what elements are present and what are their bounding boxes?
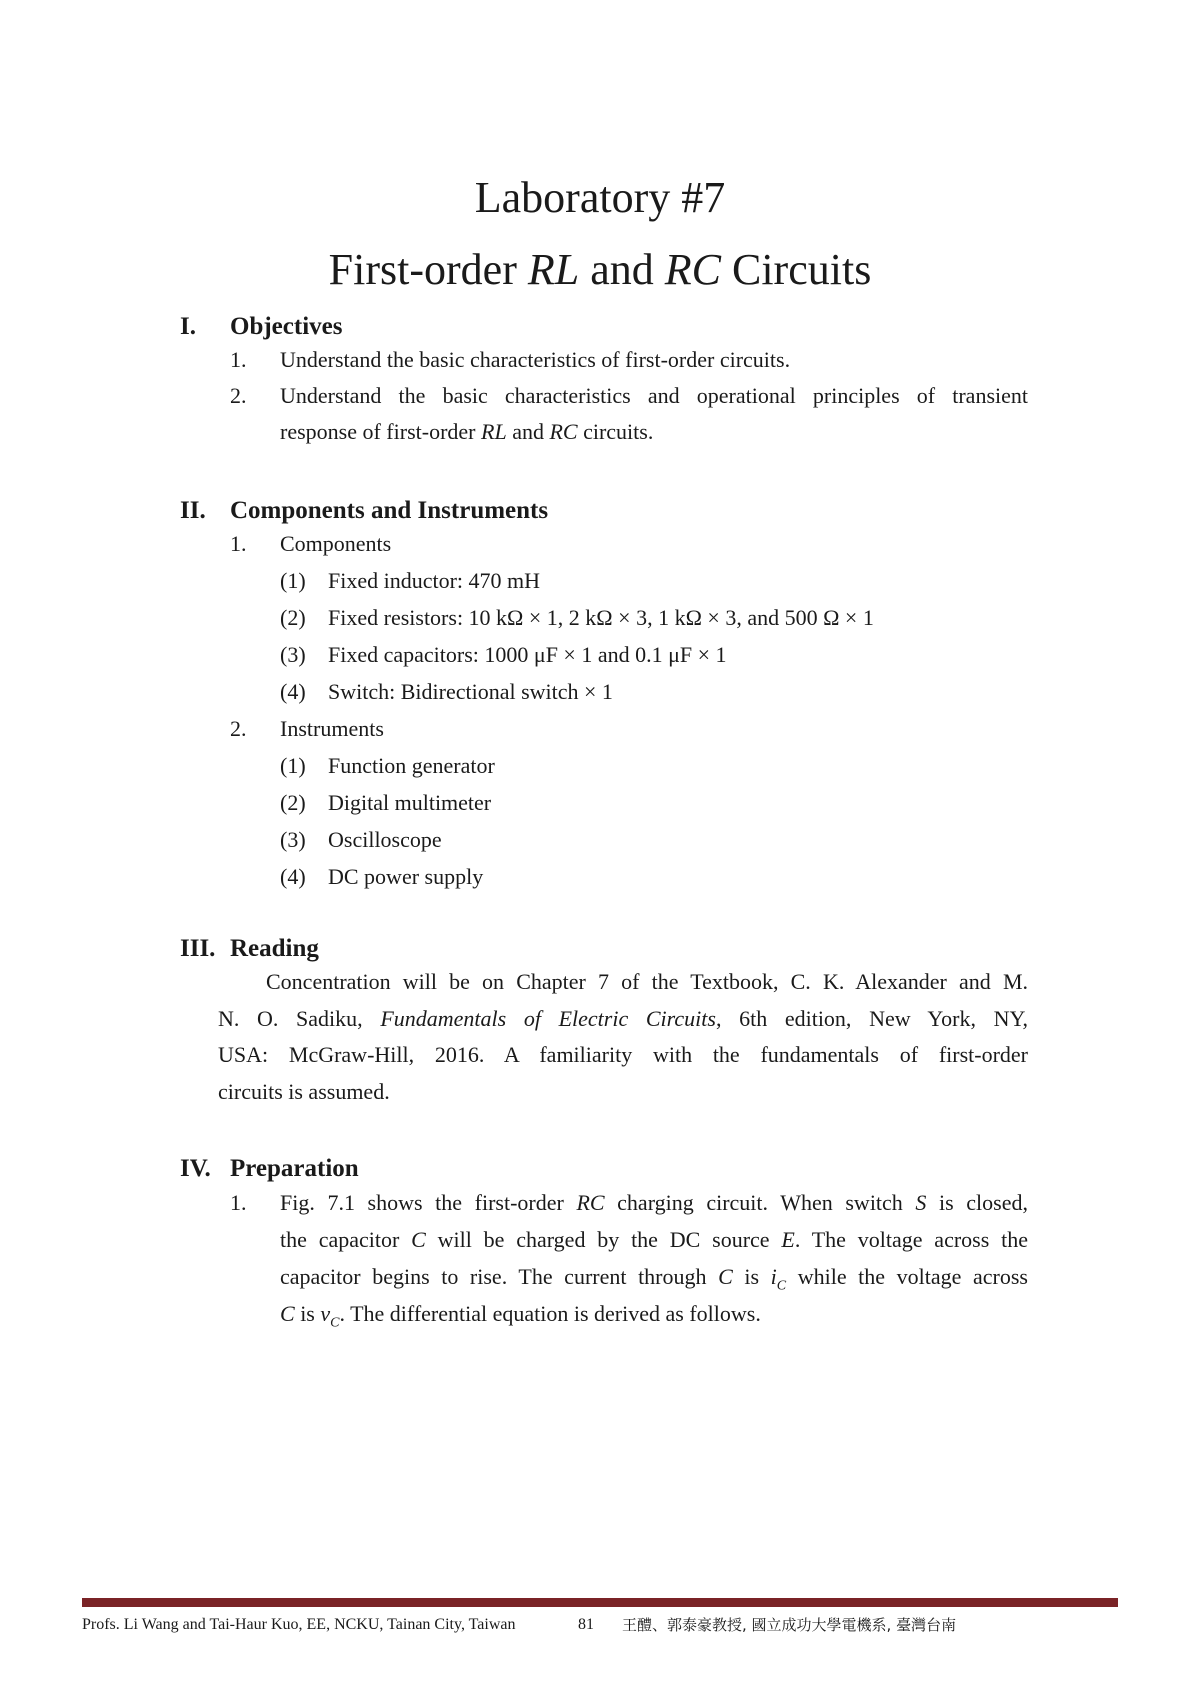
entry-number: (4) (280, 864, 306, 889)
entry-text: Digital multimeter (328, 790, 492, 815)
preparation-continuation (280, 1296, 1028, 1341)
instrument-entry (280, 822, 442, 858)
symbol-i: i (770, 1264, 777, 1289)
section-number: IV. (180, 1155, 211, 1182)
entry-text: Oscilloscope (328, 827, 442, 852)
entry-text: Function generator (328, 753, 495, 778)
entry-number: (1) (280, 568, 306, 593)
section-number: I. (180, 313, 196, 340)
instrument-entry (280, 859, 483, 895)
entry-number: (2) (280, 790, 306, 815)
symbol-subscript: C (330, 1315, 340, 1331)
page-title (0, 172, 1200, 224)
section-title: Preparation (230, 1155, 359, 1182)
component-entry (280, 600, 874, 636)
entry-text: Fixed capacitors: 1000 μF × 1 and 0.1 μF × 1 (328, 642, 727, 667)
item-text: Understand the basic characteristics and operational principles of transient (280, 383, 1028, 408)
preparation-item (230, 1185, 1030, 1221)
line-text: , 6th edition, New York, NY, (715, 1005, 1029, 1031)
text: capacitor begins to rise. The current through (280, 1264, 719, 1289)
section-number: III. (180, 935, 216, 962)
book-title: Fundamentals of Electric Circuits (380, 1005, 716, 1031)
entry-number: (3) (280, 642, 306, 667)
title-line-1: Laboratory #7 (474, 173, 726, 222)
text-italic: C (411, 1227, 426, 1252)
subtitle-rc: RC (664, 245, 721, 294)
entry-text: Fixed resistors: 10 kΩ × 1, 2 kΩ × 3, 1 kΩ × 3, and 500 Ω × 1 (328, 605, 874, 630)
text: . The differential equation is derived as follows. (339, 1301, 761, 1326)
text-italic: RC (576, 1190, 605, 1215)
item-number: 1. (230, 347, 247, 372)
component-entry (280, 563, 540, 599)
item-number: 1. (230, 531, 247, 556)
text: charging circuit. When switch (604, 1190, 916, 1215)
objective-item-continuation (280, 414, 1028, 450)
item-text-italic: RL (481, 419, 507, 444)
text: . The voltage across the (794, 1227, 1028, 1252)
paragraph-line (218, 1001, 1028, 1038)
footer-chinese-affiliation: 王醴、郭泰豪教授, 國立成功大學電機系, 臺灣台南 (622, 1616, 957, 1634)
text-italic: C (718, 1264, 733, 1289)
section-heading-components (180, 496, 548, 526)
entry-text: Fixed inductor: 470 mH (328, 568, 541, 593)
item-text: response of first-order (280, 419, 481, 444)
item-text (280, 1185, 1028, 1221)
subtitle-text: Circuits (720, 245, 872, 294)
subtitle-text: First-order (328, 245, 528, 294)
entry-text: DC power supply (328, 864, 484, 889)
text-italic: S (915, 1190, 927, 1215)
section-heading-reading (180, 934, 319, 964)
text: while the voltage across (786, 1264, 1028, 1289)
item-number: 2. (230, 383, 247, 408)
item-text: and (506, 419, 550, 444)
entry-text: Switch: Bidirectional switch × 1 (328, 679, 613, 704)
preparation-continuation (280, 1222, 1028, 1258)
item-text: Components (280, 531, 392, 556)
symbol-subscript: C (776, 1278, 787, 1294)
symbol-v: v (320, 1301, 331, 1326)
section-title: Objectives (230, 313, 343, 340)
text-italic: E (781, 1227, 795, 1252)
line-text: N. O. Sadiku, (218, 1005, 381, 1031)
paragraph-line: USA: McGraw-Hill, 2016. A familiarity with the fundamentals of first-order (218, 1042, 1028, 1067)
page-subtitle (0, 244, 1200, 296)
text: is (294, 1301, 321, 1326)
instruments-item (230, 711, 1030, 747)
objective-item (230, 378, 1030, 414)
item-text: circuits. (577, 419, 654, 444)
components-item (230, 526, 1030, 562)
text: will be charged by the DC source (425, 1227, 782, 1252)
footer-rule (82, 1598, 1118, 1607)
section-number: II. (180, 497, 206, 524)
text-italic: C (280, 1301, 295, 1326)
text: is (732, 1264, 771, 1289)
reading-paragraph (218, 964, 1028, 1110)
entry-number: (4) (280, 679, 306, 704)
subtitle-rl: RL (527, 245, 580, 294)
component-entry (280, 674, 613, 710)
footer-authors: Profs. Li Wang and Tai-Haur Kuo, EE, NCKU, Tainan City, Taiwan (82, 1616, 516, 1633)
paragraph-line: circuits is assumed. (218, 1078, 390, 1104)
section-heading-preparation (180, 1154, 359, 1184)
page-number: 81 (578, 1616, 594, 1633)
instrument-entry (280, 748, 495, 784)
entry-number: (1) (280, 753, 306, 778)
item-text: Instruments (280, 716, 384, 741)
item-text-italic: RC (549, 419, 578, 444)
instrument-entry (280, 785, 491, 821)
component-entry (280, 637, 727, 673)
entry-number: (3) (280, 827, 306, 852)
item-number: 2. (230, 716, 247, 741)
objective-item (230, 342, 1030, 378)
text: the capacitor (280, 1227, 412, 1252)
section-title: Components and Instruments (230, 497, 549, 524)
entry-number: (2) (280, 605, 306, 630)
subtitle-text: and (579, 245, 665, 294)
text: is closed, (926, 1190, 1028, 1215)
paragraph-line: Concentration will be on Chapter 7 of the Textbook, C. K. Alexander and M. (266, 969, 1028, 994)
item-number: 1. (230, 1190, 247, 1215)
item-text: Understand the basic characteristics of first-order circuits. (280, 347, 791, 372)
text: Fig. 7.1 shows the first-order (280, 1190, 577, 1215)
section-title: Reading (230, 935, 319, 962)
section-heading-objectives (180, 312, 342, 342)
